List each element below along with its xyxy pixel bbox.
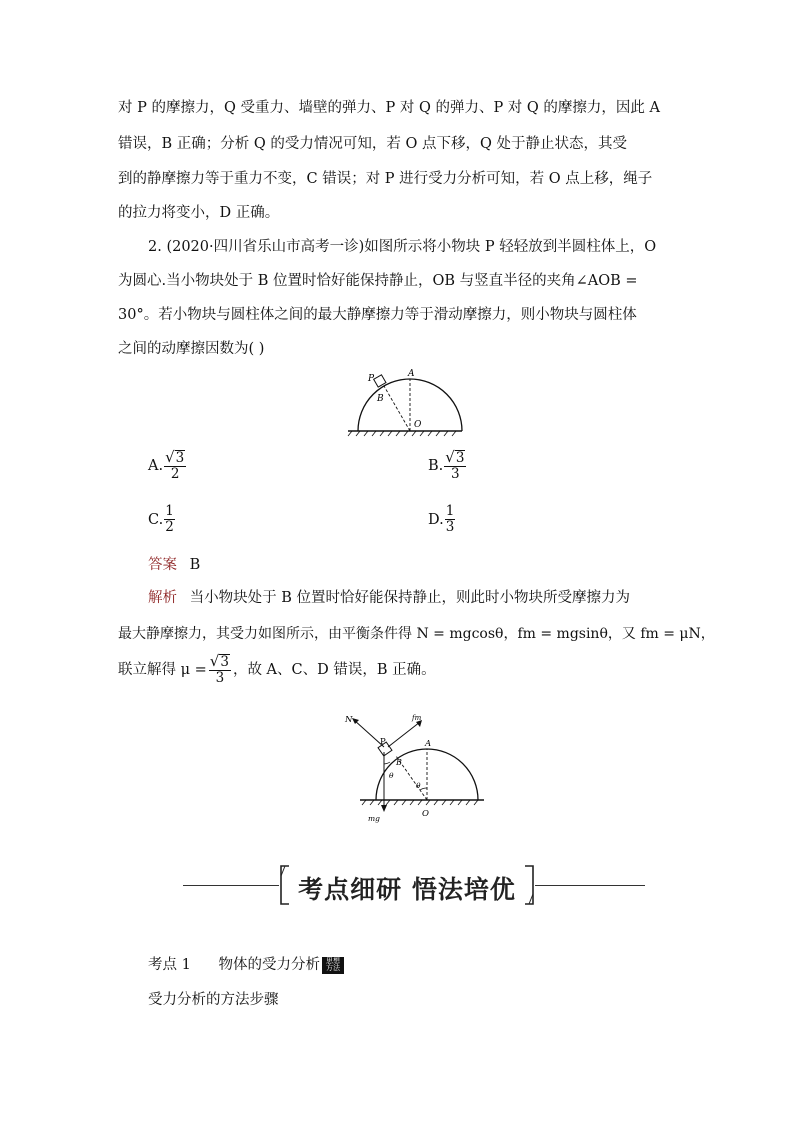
- label-mg: mg: [368, 814, 380, 823]
- banner-title: 考点细研 悟法培优: [298, 875, 516, 904]
- label-o: O: [414, 420, 422, 430]
- analysis-line: 联立解得 μ = √ 3 3 ，故 A、C、D 错误，B 正确。: [118, 652, 436, 686]
- figure-half-cylinder: [340, 364, 470, 438]
- section-heading: 考点 1 物体的受力分析 思想 方法: [148, 955, 344, 975]
- question-line: 之间的动摩擦因数为( ): [118, 341, 265, 357]
- option-c: C. $\frac{1}{2}$: [148, 503, 174, 535]
- paragraph-line: 错误，B 正确；分析 Q 的受力情况可知，若 O 点下移，Q 处于静止状态，其受: [118, 136, 627, 152]
- label-b: B: [396, 758, 402, 767]
- question-line: 为圆心.当小物块处于 B 位置时恰好能保持静止，OB 与竖直半径的夹角∠AOB =: [118, 273, 638, 289]
- badge-thinking-method: 思想 方法: [322, 957, 344, 974]
- paragraph-line: 对 P 的摩擦力，Q 受重力、墙壁的弹力、P 对 Q 的弹力、P 对 Q 的摩擦力，因此 A: [118, 100, 660, 116]
- paragraph-line: 到的静摩擦力等于重力不变，C 错误；对 P 进行受力分析可知，若 O 点上移，绳子: [118, 171, 653, 187]
- banner-rule-right: [535, 885, 645, 886]
- figure-force-diagram: [338, 708, 488, 826]
- label-p: P: [380, 737, 386, 747]
- question-line: 2. (2020·四川省乐山市高考一诊)如图所示将小物块 P 轻轻放到半圆柱体上，O: [148, 239, 657, 255]
- analysis-label: 解析: [148, 590, 177, 606]
- answer-line: [148, 555, 200, 575]
- answer-label: 答案: [148, 557, 177, 573]
- option-d: D. $\frac{1}{3}$: [428, 503, 455, 535]
- label-fm: fm: [412, 714, 422, 722]
- banner-rule-left: [183, 885, 279, 886]
- label-p: P: [368, 374, 375, 384]
- question-line: 30°。若小物块与圆柱体之间的最大静摩擦力等于滑动摩擦力，则小物块与圆柱体: [118, 307, 637, 323]
- label-a: A: [425, 739, 432, 749]
- paragraph-line: 的拉力将变小，D 正确。: [118, 205, 280, 221]
- label-n: N: [345, 715, 353, 725]
- label-o: O: [422, 809, 429, 819]
- answer-value: B: [189, 557, 201, 573]
- option-b: B. √ 3 3: [428, 448, 465, 482]
- section-subtitle: 受力分析的方法步骤: [148, 992, 279, 1008]
- label-theta-2: θ: [416, 781, 421, 790]
- label-a: A: [408, 369, 415, 379]
- analysis-line: 解析 当小物块处于 B 位置时恰好能保持静止，则此时小物块所受摩擦力为: [148, 590, 630, 606]
- analysis-line: 最大静摩擦力，其受力如图所示，由平衡条件得 N = mgcosθ，fm = mgsinθ，又 fm = μN，: [118, 626, 715, 642]
- option-a: A. √ 3 2: [148, 448, 185, 482]
- label-b: B: [377, 394, 384, 404]
- section-banner: [279, 864, 535, 906]
- label-theta-1: θ: [389, 771, 394, 780]
